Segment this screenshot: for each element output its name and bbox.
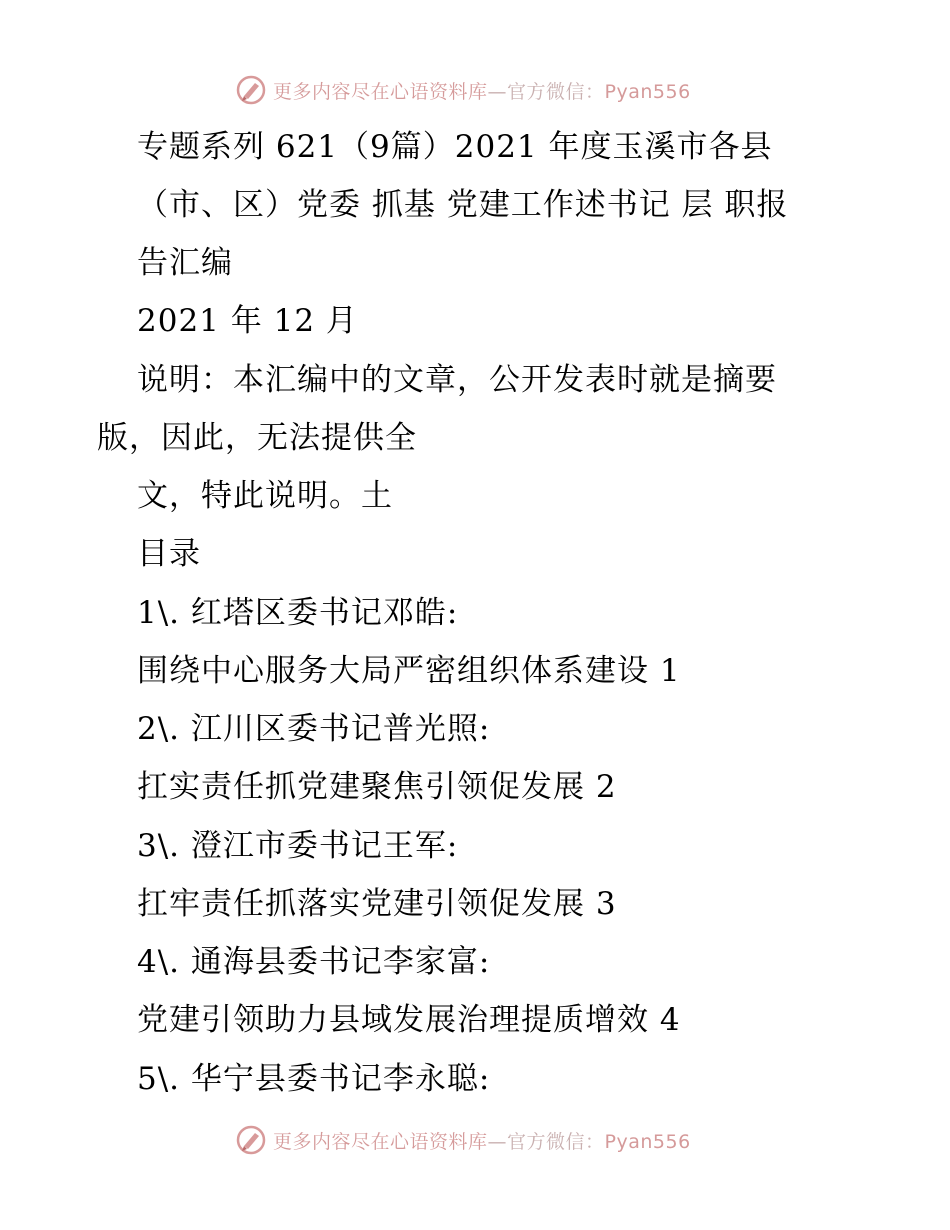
watermark-header [235, 72, 691, 108]
pen-logo-icon [235, 74, 267, 106]
toc-entry-2-author: 2\. 江川区委书记普光照: [137, 711, 491, 747]
toc-entry-4-title: 党建引领助力县域发展治理提质增效 4 [137, 1002, 681, 1038]
toc-heading: 目录 [137, 536, 201, 572]
pen-logo-icon [235, 1124, 267, 1156]
doc-date: 2021 年 12 月 [137, 303, 358, 339]
watermark-text: 更多内容尽在心语资料库—官方微信：Pyan556 [273, 1130, 691, 1153]
watermark-footer [235, 1122, 691, 1158]
doc-note-line-1: 说明：本汇编中的文章，公开发表时就是摘要 [137, 362, 777, 398]
toc-entry-3-author: 3\. 澄江市委书记王军: [137, 828, 459, 864]
toc-entry-5-author: 5\. 华宁县委书记李永聪: [137, 1061, 491, 1097]
toc-entry-4-author: 4\. 通海县委书记李家富: [137, 944, 491, 980]
toc-entry-1-title: 围绕中心服务大局严密组织体系建设 1 [137, 653, 681, 689]
doc-title-line-2: （市、区）党委 抓基 党建工作述书记 层 职报 [137, 187, 789, 223]
doc-note-line-3: 文，特此说明。土 [137, 478, 393, 514]
doc-title-line-1: 专题系列 621（9篇）2021 年度玉溪市各县 [137, 129, 773, 165]
toc-entry-1-author: 1\. 红塔区委书记邓皓: [137, 595, 459, 631]
toc-entry-3-title: 扛牢责任抓落实党建引领促发展 3 [137, 886, 617, 922]
doc-note-line-2: 版，因此，无法提供全 [97, 420, 417, 456]
doc-title-line-3: 告汇编 [137, 245, 233, 281]
toc-entry-2-title: 扛实责任抓党建聚焦引领促发展 2 [137, 769, 617, 805]
watermark-text: 更多内容尽在心语资料库—官方微信：Pyan556 [273, 80, 691, 103]
